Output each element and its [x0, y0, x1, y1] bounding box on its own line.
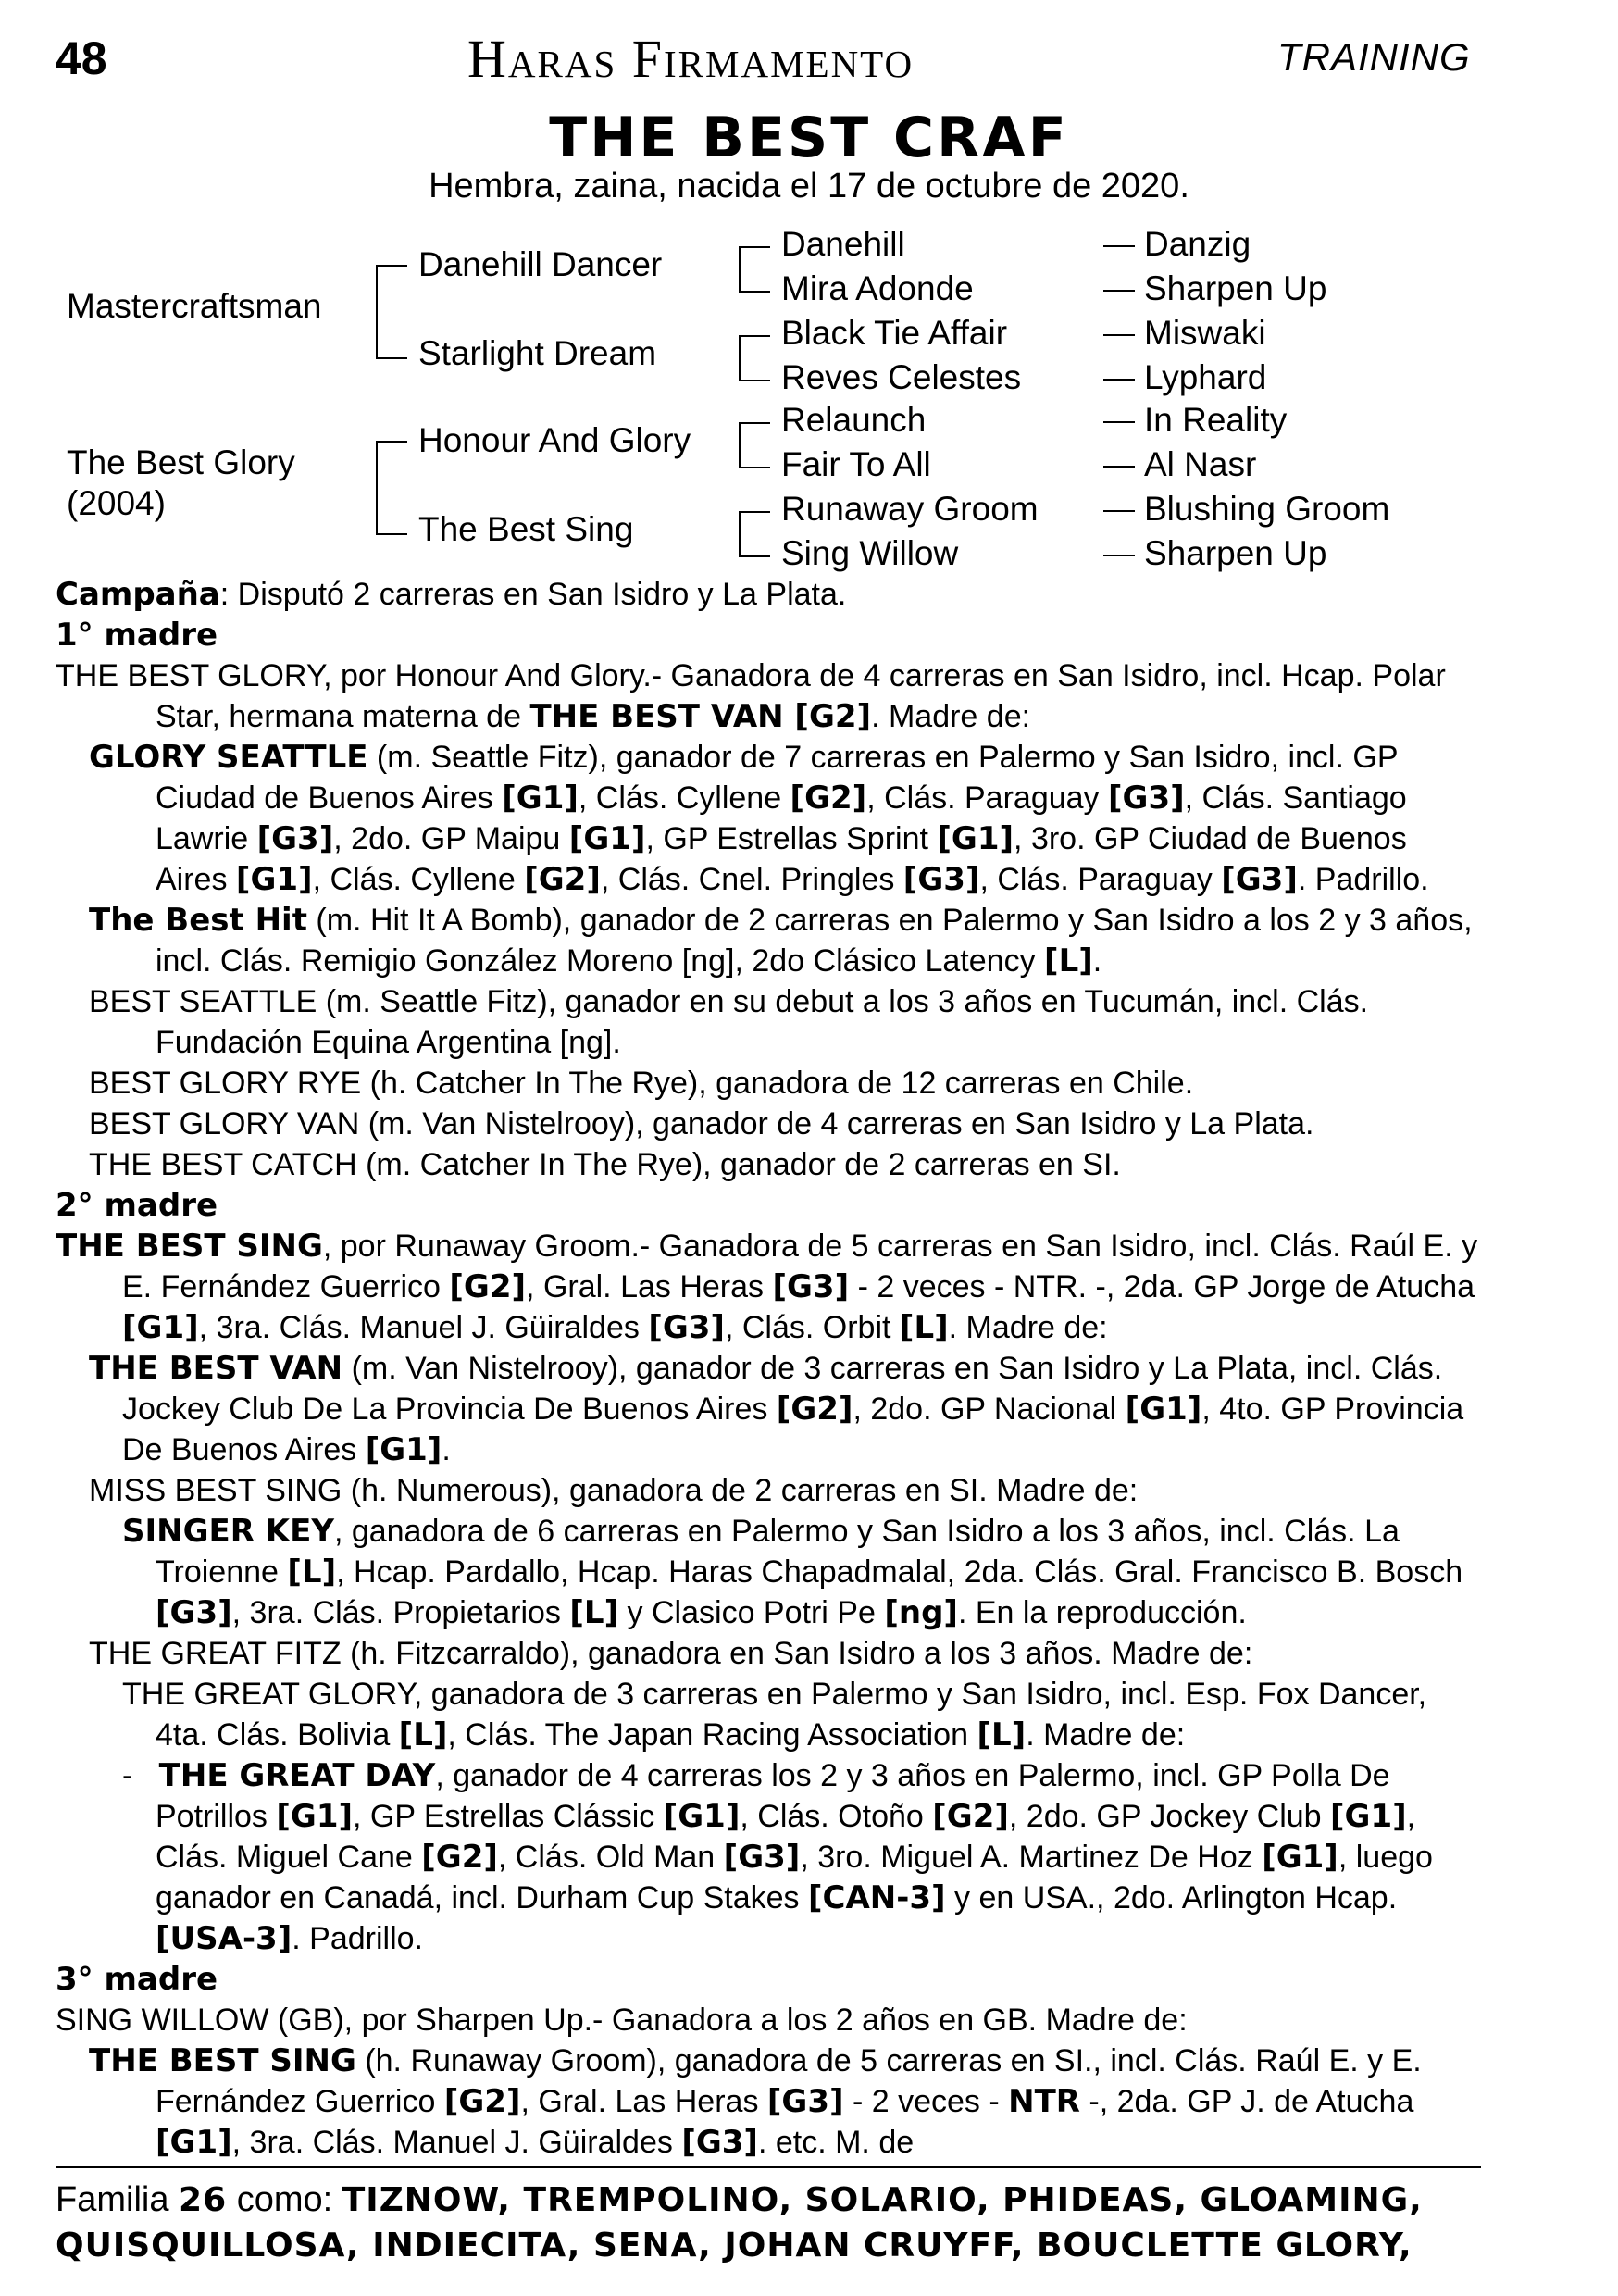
produce-entry: BEST GLORY RYE (h. Catcher In The Rye), ganadora de 12 carreras en Chile.	[89, 1066, 1194, 1101]
produce-entry: GLORY SEATTLE (m. Seattle Fitz), ganador de 7 carreras en Palermo y San Isidro, incl. GP Ciudad de Buenos Aires [G1], Clás. Cyllene [G2], Clás. Paraguay [G3], Clás. Santiago Lawrie [G3], 2do. GP Maipu [G1], GP Estrellas Sprint [G1], 3ro. GP Ciudad de Buenos Aires [G1], Clás. Cyllene [G2], Clás. Cnel. Pringles [G3], Clás. Paraguay [G3]. Padrillo.	[89, 739, 1429, 898]
pedigree-bracket	[739, 246, 770, 293]
produce-entry: THE BEST SING (h. Runaway Groom), ganadora de 5 carreras en SI., incl. Clás. Raúl E. y E. Fernández Guerrico [G2], Gral. Las Heras [G3] - 2 veces - NTR -, 2da. GP J. de Atucha [G1], 3ra. Clás. Manuel J. Güiraldes [G3]. etc. M. de	[89, 2042, 1422, 2161]
section-label: TRAINING	[1277, 35, 1471, 79]
pedigree-bracket	[739, 511, 770, 557]
second-dam-entry: THE BEST SING, por Runaway Groom.- Ganadora de 5 carreras en San Isidro, incl. Clás. Raúl E. y E. Fernández Guerrico [G2], Gral. Las Heras [G3] - 2 veces - NTR. -, 2da. GP Jorge de Atucha [G1], 3ra. Clás. Manuel J. Güiraldes [G3], Clás. Orbit [L]. Madre de:	[56, 1228, 1478, 1346]
pedigree-bracket	[739, 335, 770, 381]
pedigree-dam-year: (2004)	[67, 484, 166, 522]
page-number: 48	[56, 32, 107, 84]
pedigree-bracket	[376, 441, 407, 535]
produce-entry: THE GREAT FITZ (h. Fitzcarraldo), ganadora en San Isidro a los 3 años. Madre de:	[89, 1636, 1253, 1671]
pedigree-gen4: In Reality	[1144, 401, 1288, 439]
produce-entry: BEST GLORY VAN (m. Van Nistelrooy), ganador de 4 carreras en San Isidro y La Plata.	[89, 1106, 1314, 1142]
produce-entry: BEST SEATTLE (m. Seattle Fitz), ganador en su debut a los 3 años en Tucumán, incl. Clás. Fundación Equina Argentina [ng].	[89, 984, 1369, 1060]
pedigree-dash	[1103, 421, 1135, 423]
pedigree-gen4: Danzig	[1144, 225, 1251, 263]
pedigree-gen4: Sharpen Up	[1144, 534, 1327, 572]
horse-name: THE BEST CRAF	[549, 106, 1069, 170]
horse-description: Hembra, zaina, nacida el 17 de octubre de 2020.	[429, 167, 1189, 206]
first-dam-heading: 1° madre	[56, 617, 218, 654]
campaign-label: Campaña	[56, 576, 220, 613]
pedigree-sire: Mastercraftsman	[67, 287, 322, 325]
pedigree-gen2: Danehill Dancer	[418, 245, 663, 283]
produce-entry: THE GREAT GLORY, ganadora de 3 carreras en Palermo y San Isidro, incl. Esp. Fox Dancer, 4ta. Clás. Bolivia [L], Clás. The Japan Racing Association [L]. Madre de:	[122, 1677, 1427, 1753]
produce-entry: SINGER KEY, ganadora de 6 carreras en Palermo y San Isidro a los 3 años, incl. Clás. La Troienne [L], Hcap. Pardallo, Hcap. Haras Chapadmalal, 2da. Clás. Gral. Francisco B. Bosch [G3], 3ra. Clás. Propietarios [L] y Clasico Potri Pe [ng]. En la reproducción.	[122, 1513, 1463, 1631]
first-dam-entry: THE BEST GLORY, por Honour And Glory.- Ganadora de 4 carreras en San Isidro, incl. Hcap. Polar Star, hermana materna de THE BEST VAN [G2]. Madre de:	[56, 658, 1446, 735]
pedigree-notes	[56, 574, 1481, 2163]
produce-entry: The Best Hit (m. Hit It A Bomb), ganador de 2 carreras en Palermo y San Isidro a los 2 y 3 años, incl. Clás. Remigio González Moreno [ng], 2do Clásico Latency [L].	[89, 902, 1473, 980]
pedigree-dash	[1103, 555, 1135, 556]
pedigree-dash	[1103, 379, 1135, 381]
produce-entry: - THE GREAT DAY, ganador de 4 carreras los 2 y 3 años en Palermo, incl. GP Polla De Potrillos [G1], GP Estrellas Clássic [G1], Clás. Otoño [G2], 2do. GP Jockey Club [G1], Clás. Miguel Cane [G2], Clás. Old Man [G3], 3ro. Miguel A. Martinez De Hoz [G1], luego ganador en Canadá, incl. Durham Cup Stakes [CAN-3] y en USA., 2do. Arlington Hcap. [USA-3]. Padrillo.	[122, 1757, 1433, 1957]
produce-entry: MISS BEST SING (h. Numerous), ganadora de 2 carreras en SI. Madre de:	[89, 1473, 1139, 1508]
pedigree-gen3: Danehill	[781, 225, 905, 263]
footer-rule	[56, 2166, 1481, 2168]
pedigree-gen4: Sharpen Up	[1144, 269, 1327, 307]
pedigree-bracket	[739, 422, 770, 468]
pedigree-dash	[1103, 334, 1135, 336]
pedigree-gen2: Honour And Glory	[418, 421, 691, 459]
pedigree-bracket	[376, 265, 407, 359]
pedigree-gen4: Al Nasr	[1144, 445, 1257, 483]
brand-title: Haras Firmamento	[467, 29, 915, 89]
pedigree-gen3: Black Tie Affair	[781, 314, 1008, 352]
produce-entry: THE BEST VAN (m. Van Nistelrooy), ganador de 3 carreras en San Isidro y La Plata, incl. Clás. Jockey Club De La Provincia De Buenos Aires [G2], 2do. GP Nacional [G1], 4to. GP Provincia De Buenos Aires [G1].	[89, 1350, 1464, 1468]
pedigree-dash	[1103, 466, 1135, 468]
campaign-line: Campaña: Disputó 2 carreras en San Isidro y La Plata.	[56, 576, 847, 613]
pedigree-dash	[1103, 290, 1135, 292]
third-dam-heading: 3° madre	[56, 1961, 218, 1998]
pedigree-dam: The Best Glory	[67, 443, 295, 481]
pedigree-gen3: Reves Celestes	[781, 358, 1022, 396]
pedigree-gen3: Runaway Groom	[781, 490, 1039, 528]
pedigree-gen3: Fair To All	[781, 445, 931, 483]
pedigree-gen2: Starlight Dream	[418, 334, 657, 372]
pedigree-gen3: Sing Willow	[781, 534, 959, 572]
produce-entry: THE BEST CATCH (m. Catcher In The Rye), ganador de 2 carreras en SI.	[89, 1147, 1121, 1182]
pedigree-gen2: The Best Sing	[418, 510, 634, 548]
pedigree-gen4: Miswaki	[1144, 314, 1266, 352]
pedigree-gen3: Relaunch	[781, 401, 927, 439]
pedigree-gen4: Lyphard	[1144, 358, 1267, 396]
second-dam-heading: 2° madre	[56, 1187, 218, 1224]
pedigree-dash	[1103, 245, 1135, 247]
third-dam-entry: SING WILLOW (GB), por Sharpen Up.- Ganadora a los 2 años en GB. Madre de:	[56, 2003, 1188, 2038]
pedigree-dash	[1103, 510, 1135, 512]
pedigree-gen3: Mira Adonde	[781, 269, 974, 307]
family-footer: Familia 26 como: TIZNOW, TREMPOLINO, SOLARIO, PHIDEAS, GLOAMING, QUISQUILLOSA, INDIECITA, SENA, JOHAN CRUYFF, BOUCLETTE GLORY,	[56, 2180, 1423, 2265]
pedigree-gen4: Blushing Groom	[1144, 490, 1390, 528]
